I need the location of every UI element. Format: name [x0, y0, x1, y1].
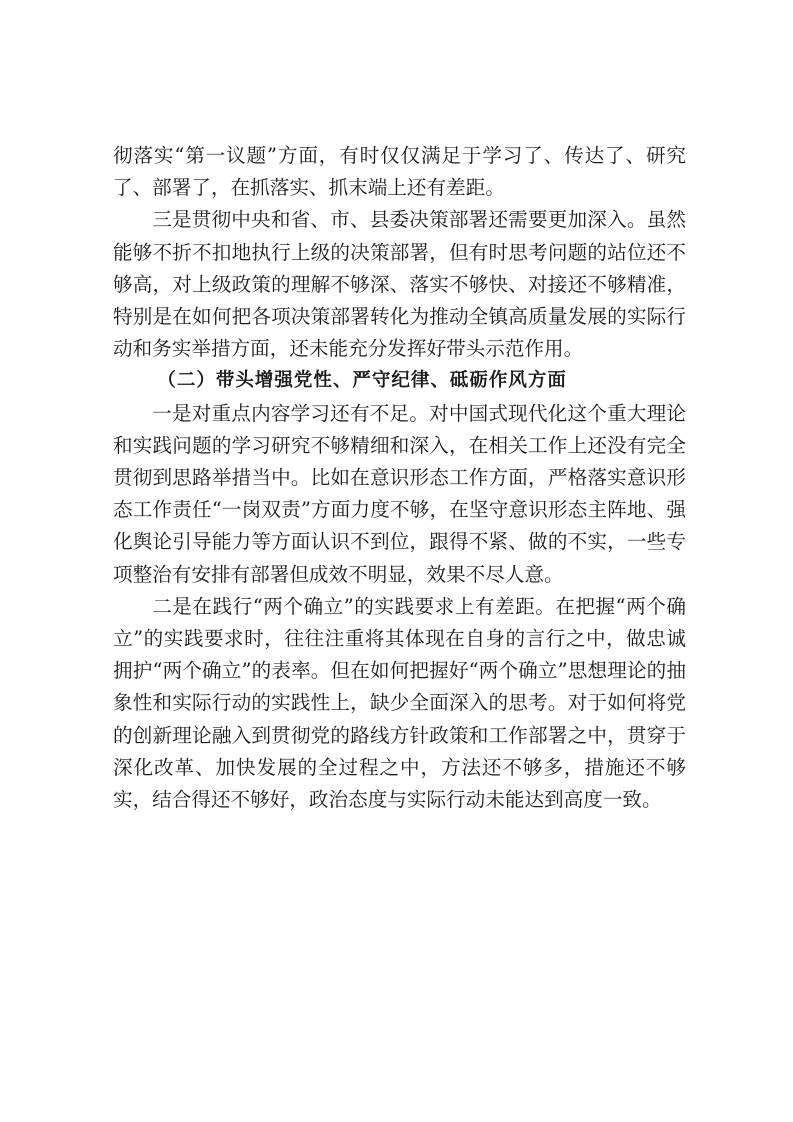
section-heading: （二）带头增强党性、严守纪律、砥砺作风方面 — [157, 370, 567, 392]
paragraph-decision-implementation: 三是贯彻中央和省、市、县委决策部署还需要更加深入。虽然能够不折不扣地执行上级的决策部署，但有时思考问题的站位还不够高，对上级政策的理解不够深、落实不够快、对接还不够精准，特别是在如何把各项决策部署转化为推动全镇高质量发展的实际行动和务实举措方面，还未能充分发挥好带头示范作用。 — [113, 208, 686, 361]
paragraph-continuation: 彻落实“第一议题”方面，有时仅仅满足于学习了、传达了、研究了、部署了，在抓落实、抓末端上还有差距。 — [113, 144, 686, 200]
document-body — [113, 140, 686, 816]
paragraph-two-establishments: 二是在践行“两个确立”的实践要求上有差距。在把握“两个确立”的实践要求时，往往注重将其体现在自身的言行之中，做忠诚拥护“两个确立”的表率。但在如何把握好“两个确立”思想理论的抽象性和实际行动的实践性上，缺少全面深入的思考。对于如何将党的创新理论融入到贯彻党的路线方针政策和工作部署之中，贯穿于深化改革、加快发展的全过程之中，方法还不够多，措施还不够实，结合得还不够好，政治态度与实际行动未能达到高度一致。 — [113, 594, 686, 812]
paragraph-study-shortcomings: 一是对重点内容学习还有不足。对中国式现代化这个重大理论和实践问题的学习研究不够精细和深入，在相关工作上还没有完全贯彻到思路举措当中。比如在意识形态工作方面，严格落实意识形态工作责任“一岗双责”方面力度不够，在坚守意识形态主阵地、强化舆论引导能力等方面认识不到位，跟得不紧、做的不实，一些专项整治有安排有部署但成效不明显，效果不尽人意。 — [113, 401, 686, 586]
